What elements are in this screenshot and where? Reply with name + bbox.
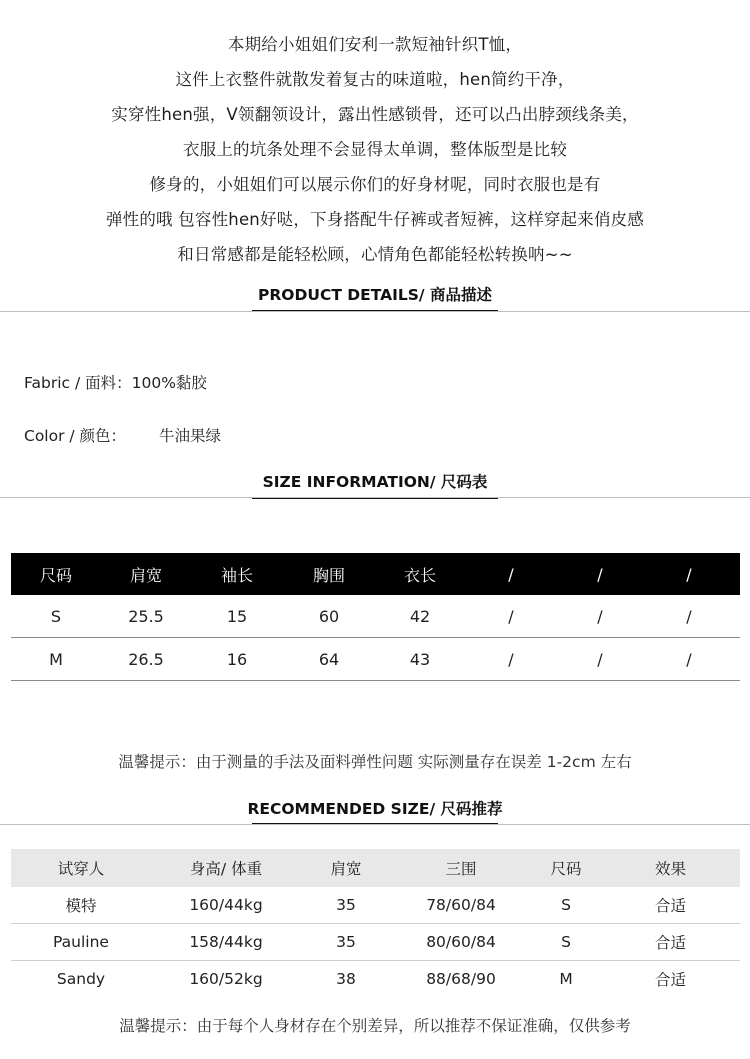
intro-line: 这件上衣整件就散发着复古的味道啦，hen简约干净，	[175, 70, 575, 89]
rec-cell: 35	[336, 896, 356, 914]
size-info-title-zh: / 尺码表	[429, 473, 488, 491]
recommendation-note: 温馨提示：由于每个人身材存在个别差异，所以推荐不保证准确，仅供参考	[119, 1017, 631, 1035]
intro-line: 实穿性hen强，V领翻领设计，露出性感锁骨，还可以凸出脖颈线条美，	[111, 105, 639, 124]
size-cell: /	[508, 649, 514, 669]
rec-cell: 模特	[65, 897, 97, 915]
product-details-title-zh: / 商品描述	[418, 286, 492, 304]
intro-line: 衣服上的坑条处理不会显得太单调，整体版型是比较	[182, 140, 568, 159]
rec-cell: M	[559, 970, 573, 988]
rec-cell: 78/60/84	[426, 896, 496, 914]
recommended-title-en: RECOMMENDED SIZE	[247, 800, 430, 818]
size-header-cell: 袖长	[220, 565, 253, 585]
recommended-title-zh: / 尺码推荐	[429, 800, 503, 818]
size-cell: 42	[409, 606, 431, 626]
section-divider	[0, 497, 750, 498]
rec-cell: 合适	[654, 971, 686, 989]
product-details-title-en: PRODUCT DETAILS	[258, 286, 419, 304]
size-header-cell: 尺码	[39, 565, 72, 585]
rec-cell: 合适	[654, 934, 686, 952]
size-cell: 16	[226, 649, 248, 669]
size-cell: /	[686, 606, 692, 626]
table-row	[11, 638, 740, 681]
rec-header-cell: 效果	[654, 860, 686, 878]
rec-header-cell: 身高/ 体重	[189, 860, 263, 878]
intro-line: 修身的，小姐姐们可以展示你们的好身材呢，同时衣服也是有	[149, 175, 601, 194]
color-row	[24, 424, 221, 446]
size-cell: /	[597, 606, 603, 626]
table-row	[11, 961, 740, 997]
fabric-label: Fabric / 面料：	[24, 374, 132, 392]
rec-header-cell: 尺码	[550, 860, 582, 878]
fabric-row	[24, 371, 207, 393]
rec-cell: S	[561, 933, 571, 951]
rec-cell: 158/44kg	[189, 933, 263, 951]
size-cell: 64	[318, 649, 340, 669]
rec-cell: 160/44kg	[189, 896, 263, 914]
size-header-cell: 肩宽	[129, 565, 162, 585]
section-divider	[0, 824, 750, 825]
size-cell: 15	[226, 606, 248, 626]
size-header-cell: /	[597, 564, 603, 584]
measurement-note: 温馨提示：由于测量的手法及面料弹性问题 实际测量存在误差 1-2cm 左右	[118, 753, 632, 771]
recommended-title	[0, 797, 750, 819]
size-header-cell: /	[686, 564, 692, 584]
table-row	[11, 595, 740, 638]
intro-line: 和日常感都是能轻松顾，心情角色都能轻松转换呐~~	[177, 245, 573, 264]
intro-line: 本期给小姐姐们安利一款短袖针织T恤，	[227, 35, 523, 54]
rec-cell: 38	[336, 970, 356, 988]
recommended-table	[11, 849, 740, 997]
size-info-title	[0, 470, 750, 492]
intro-line: 弹性的哦 包容性hen好哒，下身搭配牛仔裤或者短裤，这样穿起来俏皮感	[105, 210, 645, 229]
size-cell: 25.5	[128, 606, 164, 626]
rec-cell: Pauline	[53, 933, 109, 951]
rec-cell: 80/60/84	[426, 933, 496, 951]
size-cell: /	[597, 649, 603, 669]
rec-cell: 160/52kg	[189, 970, 263, 988]
rec-cell: 合适	[654, 897, 686, 915]
recommended-table-header	[11, 849, 740, 887]
size-header-cell: /	[508, 564, 514, 584]
product-details-title	[0, 283, 750, 305]
size-header-cell: 衣长	[403, 565, 436, 585]
intro-text	[0, 30, 750, 275]
size-cell: /	[508, 606, 514, 626]
rec-cell: S	[561, 896, 571, 914]
section-divider	[0, 311, 750, 312]
table-row	[11, 887, 740, 924]
rec-header-cell: 试穿人	[57, 860, 105, 878]
size-info-title-en: SIZE INFORMATION	[262, 473, 430, 491]
size-cell: /	[686, 649, 692, 669]
size-table	[11, 553, 740, 681]
fabric-value: 100%黏胶	[131, 374, 207, 392]
rec-header-cell: 三围	[445, 860, 477, 878]
size-table-header	[11, 553, 740, 595]
size-cell: 43	[409, 649, 431, 669]
rec-cell: Sandy	[56, 970, 106, 988]
color-value: 牛油果绿	[159, 427, 222, 445]
size-cell: S	[50, 606, 62, 626]
size-header-cell: 胸围	[312, 565, 345, 585]
table-row	[11, 924, 740, 961]
rec-header-cell: 肩宽	[330, 860, 362, 878]
size-cell: 60	[318, 606, 340, 626]
rec-cell: 35	[336, 933, 356, 951]
color-label: Color / 颜色：	[24, 427, 127, 445]
rec-cell: 88/68/90	[426, 970, 496, 988]
size-cell: 26.5	[128, 649, 164, 669]
size-cell: M	[49, 649, 63, 669]
